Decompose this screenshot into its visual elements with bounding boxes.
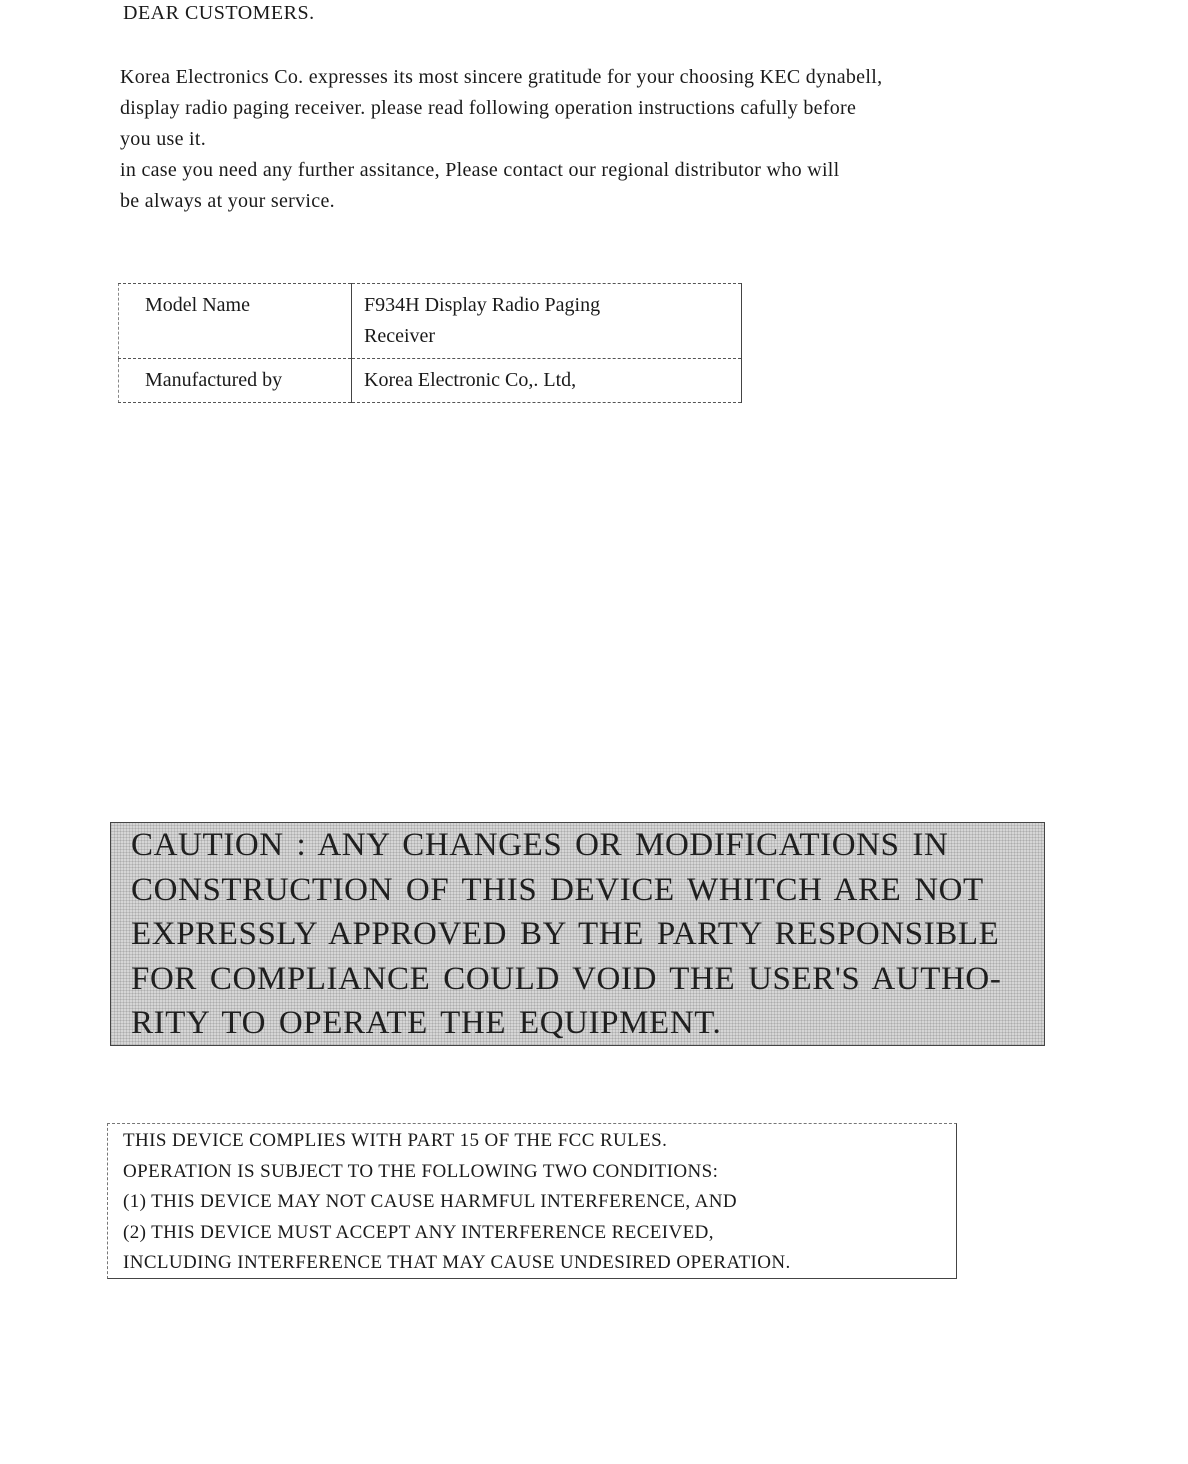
spec-value-manufacturer [352,359,742,403]
caution-line: FOR COMPLIANCE COULD VOID THE USER'S AUTHO- [131,960,1002,997]
fcc-line: INCLUDING INTERFERENCE THAT MAY CAUSE UNDESIRED OPERATION. [123,1252,791,1273]
fcc-line: (1) THIS DEVICE MAY NOT CAUSE HARMFUL INTERFERENCE, AND [123,1191,738,1212]
caution-line: EXPRESSLY APPROVED BY THE PARTY RESPONSIBLE [131,916,1000,952]
fcc-line: (2) THIS DEVICE MUST ACCEPT ANY INTERFERENCE RECEIVED, [123,1221,714,1243]
table-row [119,359,742,403]
spec-value-line: F934H Display Radio Paging [364,294,601,316]
spec-value-line: Korea Electronic Co,. Ltd, [364,369,577,391]
spec-label-manufacturer: Manufactured by [119,359,352,403]
intro-text [120,62,1060,217]
fcc-notice-box [107,1123,957,1279]
intro-line: you use it. [120,128,207,150]
fcc-line: OPERATION IS SUBJECT TO THE FOLLOWING TWO CONDITIONS: [123,1160,719,1182]
intro-line: display radio paging receiver. please read following operation instructions cafully before [120,97,857,119]
spec-label-model-name: Model Name [119,284,352,359]
caution-line: CAUTION : ANY CHANGES OR MODIFICATIONS IN [131,827,949,863]
intro-line: be always at your service. [120,190,335,212]
intro-paragraph-2 [120,155,1060,217]
table-row [119,284,742,359]
spec-table [118,283,742,403]
intro-line: in case you need any further assitance, Please contact our regional distributor who will [120,159,840,181]
spec-value-model-name [352,284,742,359]
caution-line: RITY TO OPERATE THE EQUIPMENT. [131,1005,722,1041]
spec-value-line: Receiver [364,325,436,347]
caution-line: CONSTRUCTION OF THIS DEVICE WHITCH ARE NOT [131,871,984,908]
intro-line: Korea Electronics Co. expresses its most sincere gratitude for your choosing KEC dynabell, [120,66,883,88]
greeting-heading: DEAR CUSTOMERS. [123,2,315,24]
fcc-line: THIS DEVICE COMPLIES WITH PART 15 OF THE FCC RULES. [123,1130,668,1151]
caution-box [110,822,1045,1046]
intro-paragraph-1 [120,62,1060,155]
